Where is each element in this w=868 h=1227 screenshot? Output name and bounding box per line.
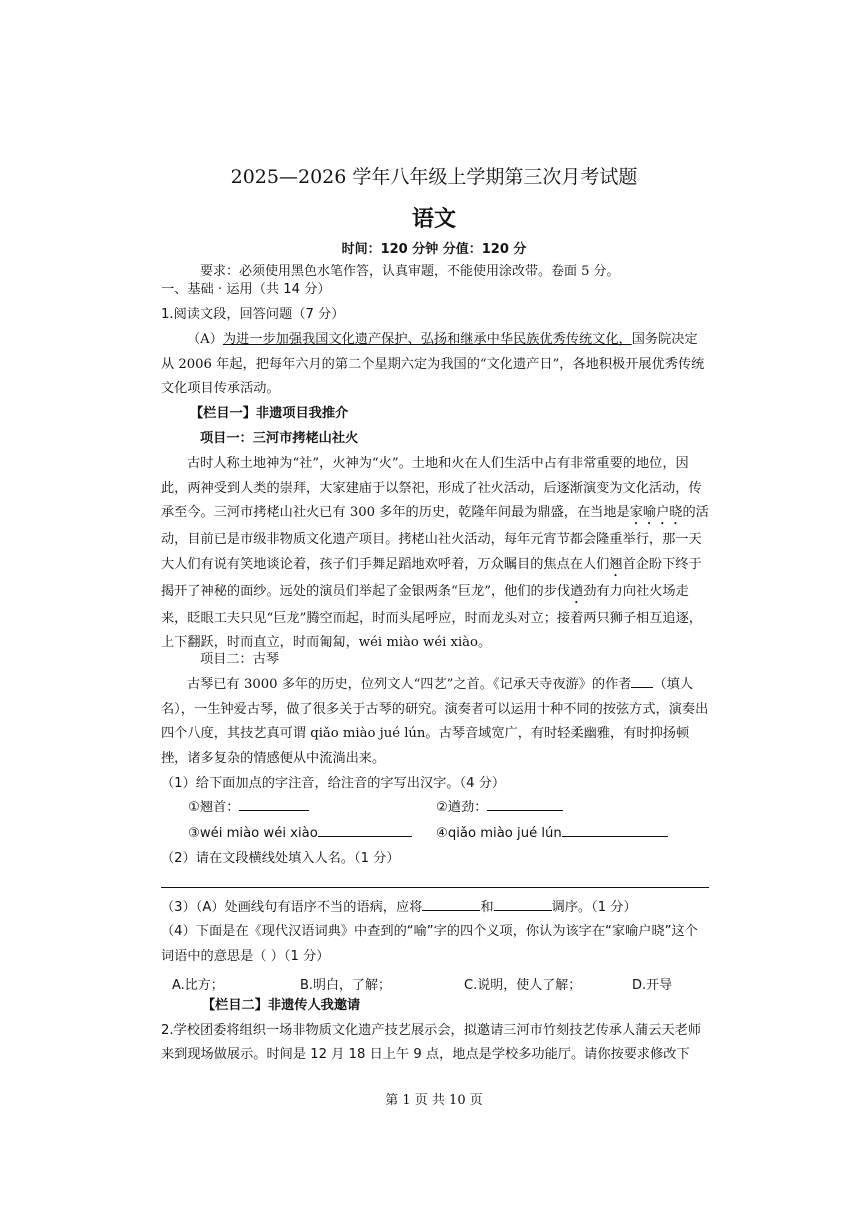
answer-blank-2[interactable] xyxy=(487,796,563,811)
subject-title: 语文 xyxy=(411,207,456,232)
option-b[interactable]: B.明白，了解； xyxy=(300,978,392,993)
sub3-text-a: （3）（A）处画线句有语序不当的语病，应将 xyxy=(161,900,423,915)
item2-text-b: （填人名），一生钟爱古琴，做了很多关于古琴的研究。演奏者可以运用十种不同的按弦方式，演奏出四个八度，其技艺真可谓 qiǎo miào jué lún。古琴音域宽广，有时轻柔幽雅，有时抑扬顿挫，诸多复杂的情感便从中流淌出来。 xyxy=(161,677,709,766)
item1-text-a: 古时人称土地神为“社”，火神为“火”。土地和火在人们生活中占有非常重要的地位，因此，两神受到人类的崇拜，大家建庙于以祭祀，形成了社火活动，后逐渐演变为文化活动，传承至今。三河市拷栳山社火已有 300 多年的历史，乾隆年间最为鼎盛，在当地是 xyxy=(161,456,702,520)
item-1b-label: ②遒劲： xyxy=(436,800,488,815)
intro-rest: 国务院决定从 2006 年起，把每年六月的第二个星期六定为我国的“文化遗产日”，各地积极开展优秀传统文化项目传承活动。 xyxy=(161,332,705,396)
sub-question-2: （2）请在文段横线处填入人名。（1 分） xyxy=(161,851,400,866)
intro-paragraph xyxy=(161,328,709,402)
answer-blank-3[interactable] xyxy=(318,822,412,837)
item-1-paragraph xyxy=(161,452,709,656)
item-1d-label: ④qiǎo miào jué lún xyxy=(436,826,562,841)
exam-title: 2025—2026 学年八年级上学期第三次月考试题 xyxy=(230,166,638,188)
sub-question-3 xyxy=(161,896,709,921)
item1-dotted-char-1: 翘 xyxy=(609,556,623,572)
item-1a-label: ①翘首： xyxy=(188,800,240,815)
item1-text-d: 劲有力向社火场走来，眨眼工夫只见“巨龙”腾空而起，时而头尾呼应，时而龙头对立；接着两只狮子相互追逐，上下翻跃，时而直立，时而匍匐，wéi miào wéi xiào。 xyxy=(161,583,702,650)
item-2-title: 项目二：古琴 xyxy=(200,652,280,667)
requirement: 要求：必须使用黑色水笔作答，认真审题，不能使用涂改带。卷面 5 分。 xyxy=(200,264,620,279)
question-2-text: 2.学校团委将组织一场非物质文化遗产技艺展示会，拟邀请三河市竹刻技艺传承人蒲云天老师来到现场做展示。时间是 12 月 18 日上午 9 点，地点是学校多功能厅。请你按要求修改下 xyxy=(161,1023,702,1062)
item2-text-a: 古琴已有 3000 多年的历史，位列文人“四艺”之首。《记承天寺夜游》的作者 xyxy=(187,677,632,692)
intro-label: （A） xyxy=(187,332,223,347)
section-heading: 一、基础 · 运用（共 14 分） xyxy=(161,282,331,297)
option-a[interactable]: A.比方； xyxy=(172,978,224,993)
answer-blank-5[interactable] xyxy=(422,896,480,911)
sub-question-1: （1）给下面加点的字注音，给注音的字写出汉字。（4 分） xyxy=(161,776,506,791)
intro-underlined: 为进一步加强我国文化遗产保护、弘扬和继承中华民族优秀传统文化， xyxy=(222,332,632,347)
question-1-title: 1.阅读文段，回答问题（7 分） xyxy=(161,307,345,322)
option-d[interactable]: D.开导 xyxy=(632,978,673,993)
item-2-paragraph xyxy=(161,673,709,771)
sub-question-4: （4）下面是在《现代汉语词典》中查到的“喻”字的四个义项，你认为该字在“家喻户晓”这个词语中的意思是（ ）（1 分） xyxy=(161,924,698,964)
sub3-text-b: 和 xyxy=(480,900,494,915)
item1-dotted-char-2: 遒 xyxy=(570,583,584,599)
item1-text-c: 首企盼下终于揭开了神秘的面纱。远处的演员们举起了金银两条“巨龙”，他们的步伐 xyxy=(161,556,702,599)
item1-text-b: 的活动，目前已是市级非物质文化遗产项目。拷栳山社火活动，每年元宵节都会隆重举行，那一天大人们有说有笑地谈论着，孩子们手舞足蹈地欢呼着，万众瞩目的焦点在人们 xyxy=(161,505,709,572)
column-2-heading: 【栏目二】非遗传人我邀请 xyxy=(202,998,361,1013)
item-1-title: 项目一：三河市拷栳山社火 xyxy=(200,431,359,446)
answer-line[interactable] xyxy=(161,887,709,888)
answer-blank-1[interactable] xyxy=(239,796,309,811)
sub-q1-row-2 xyxy=(188,822,736,847)
item1-dotted-word: 家喻户晓 xyxy=(629,505,683,520)
page-footer: 第 1 页 共 10 页 xyxy=(385,1093,483,1108)
answer-blank-4[interactable] xyxy=(562,822,668,837)
time-score: 时间：120 分钟 分值：120 分 xyxy=(341,242,527,257)
option-c[interactable]: C.说明，使人了解； xyxy=(464,978,582,993)
author-blank[interactable] xyxy=(631,673,653,688)
column-1-heading: 【栏目一】非遗项目我推介 xyxy=(190,406,349,421)
sub3-text-c: 调序。（1 分） xyxy=(551,900,637,915)
sub-q1-row-1 xyxy=(188,796,736,821)
answer-blank-6[interactable] xyxy=(494,896,552,911)
item-1c-label: ③wéi miào wéi xiào xyxy=(188,826,318,841)
